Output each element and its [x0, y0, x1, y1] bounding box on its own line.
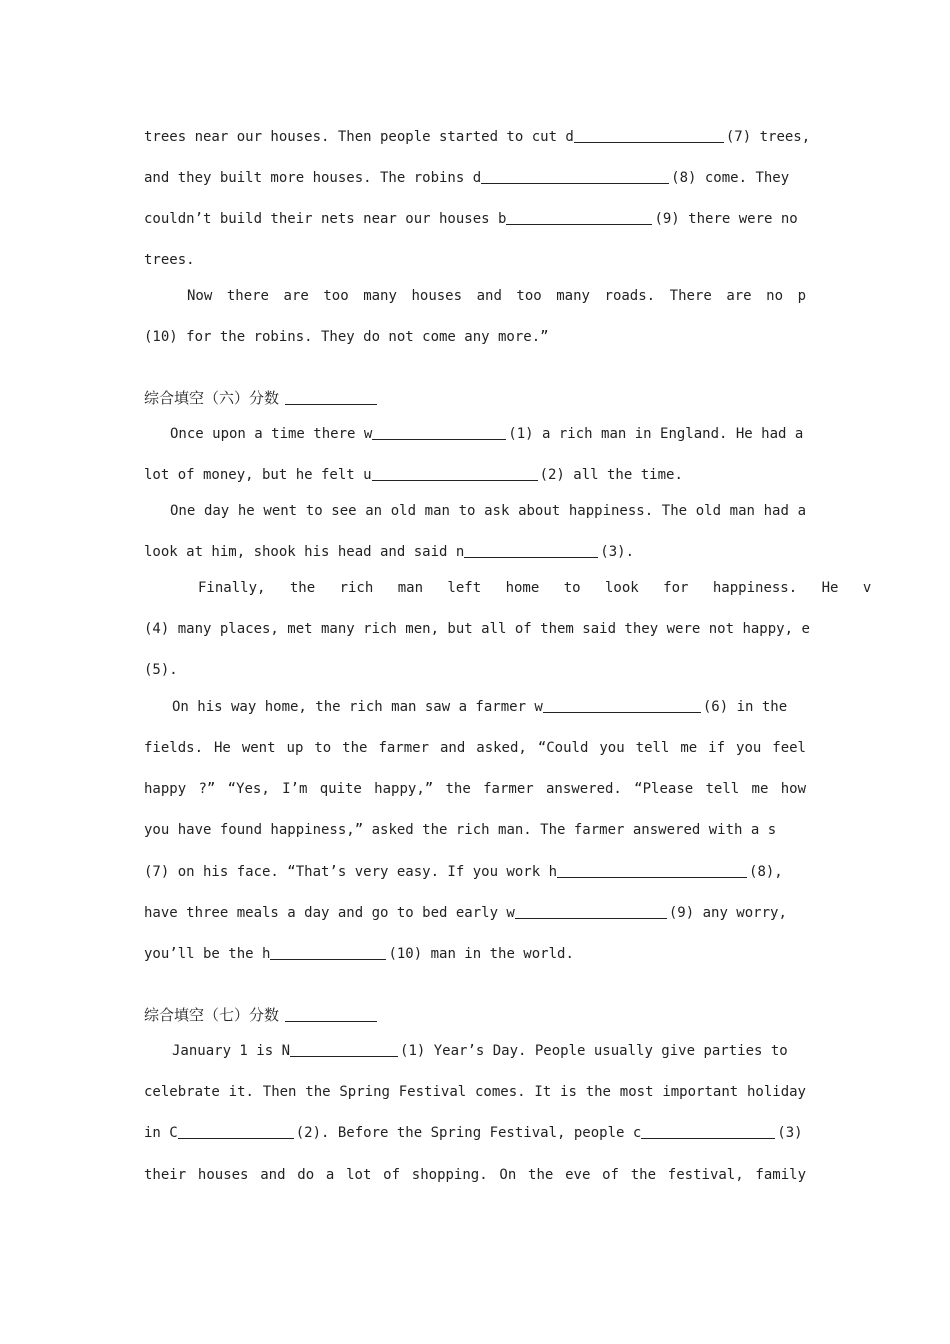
s6-line-4: [144, 542, 806, 562]
score-blank[interactable]: [285, 1007, 377, 1022]
text: (8),: [749, 864, 783, 880]
text: you’ll be the h: [144, 946, 271, 962]
fill-blank-2[interactable]: [178, 1124, 294, 1139]
fill-blank-3[interactable]: [464, 543, 598, 558]
s6-line-11: [144, 820, 806, 840]
s6-line-2: [144, 465, 806, 485]
text: and they built more houses. The robins d: [144, 170, 482, 186]
score-blank[interactable]: [285, 390, 377, 405]
heading-text: 综合填空（七）分数: [144, 1006, 280, 1024]
text: On his way home, the rich man saw a farmer w: [172, 699, 543, 715]
section-7-heading: [144, 1005, 806, 1025]
s6-line-9: fields. He went up to the farmer and asked, “Could you tell me if you feel: [144, 740, 806, 756]
p5-line-5: Now there are too many houses and too many roads. There are no p: [187, 288, 806, 304]
text: January 1 is N: [172, 1043, 291, 1059]
p5-line-2: [144, 168, 806, 188]
s7-line-3: [144, 1123, 806, 1143]
p5-line-3: [144, 209, 806, 229]
s6-line-12: [144, 862, 806, 882]
fill-blank-2[interactable]: [372, 466, 538, 481]
text: (1) Year’s Day. People usually give parties to: [400, 1043, 788, 1059]
text: (2) all the time.: [539, 467, 683, 483]
text: (7) trees,: [725, 129, 811, 145]
s6-line-10: happy ?” “Yes, I’m quite happy,” the farmer answered. “Please tell me how: [144, 781, 806, 797]
text: Finally, the rich man left home to look for happin: [198, 580, 764, 596]
fill-blank-9[interactable]: [506, 210, 652, 225]
fill-blank-1[interactable]: [290, 1042, 398, 1057]
s6-line-3: One day he went to see an old man to ask about happiness. The old man had a: [170, 503, 806, 519]
fill-blank-3[interactable]: [641, 1124, 775, 1139]
s6-line-13: [144, 903, 806, 923]
text: (6) in the: [702, 699, 788, 715]
text: (9) any worry,: [668, 905, 787, 921]
s6-line-14: [144, 944, 806, 964]
text: trees near our houses. Then people started to cut d: [144, 129, 574, 145]
text: (10) man in the world.: [388, 946, 574, 962]
heading-text: 综合填空（六）分数: [144, 389, 280, 407]
text: (3): [777, 1125, 803, 1141]
s7-line-2: celebrate it. Then the Spring Festival comes. It is the most important holiday: [144, 1084, 806, 1100]
text: couldn’t build their nets near our houses b: [144, 211, 507, 227]
s7-line-1: [172, 1041, 806, 1061]
p5-line-1: [144, 127, 811, 147]
text: in C: [144, 1125, 178, 1141]
s6-line-5: [198, 578, 872, 598]
s6-line-1: [170, 424, 806, 444]
s6-line-8: [172, 697, 806, 717]
text: (2). Before the Spring Festival, people c: [295, 1125, 642, 1141]
text: Once upon a time there w: [170, 426, 373, 442]
text: have three meals a day and go to bed early w: [144, 905, 515, 921]
fill-blank-10[interactable]: [270, 945, 386, 960]
s7-line-4: their houses and do a lot of shopping. On the eve of the festival, family: [144, 1167, 806, 1183]
text: trees.: [144, 252, 195, 268]
text: (9) there were no: [654, 211, 798, 227]
fill-blank-8[interactable]: [481, 169, 669, 184]
section-6-heading: [144, 388, 806, 408]
text: you have found happiness: [144, 822, 347, 838]
text: (1) a rich man in England. He had a: [508, 426, 804, 442]
p5-line-4: [144, 250, 806, 270]
text: ess. He v: [763, 580, 872, 596]
s6-line-6: (4) many places, met many rich men, but all of them said they were not happy, e: [144, 621, 810, 637]
text: lot of money, but he felt u: [144, 467, 372, 483]
text: look at him, shook his head and said n: [144, 544, 465, 560]
text: (8) come. They: [671, 170, 790, 186]
fill-blank-1[interactable]: [372, 425, 506, 440]
text: (3).: [600, 544, 635, 560]
text: (7) on his face. “That’s very easy. If you work h: [144, 864, 558, 880]
fill-blank-7[interactable]: [574, 128, 724, 143]
fill-blank-8[interactable]: [557, 863, 747, 878]
fill-blank-6[interactable]: [543, 698, 701, 713]
s6-line-7: (5).: [144, 662, 178, 678]
p5-line-6: (10) for the robins. They do not come any more.”: [144, 329, 549, 345]
fill-blank-9[interactable]: [515, 904, 667, 919]
text: ,” asked the rich man. The farmer answered with a s: [346, 822, 777, 838]
